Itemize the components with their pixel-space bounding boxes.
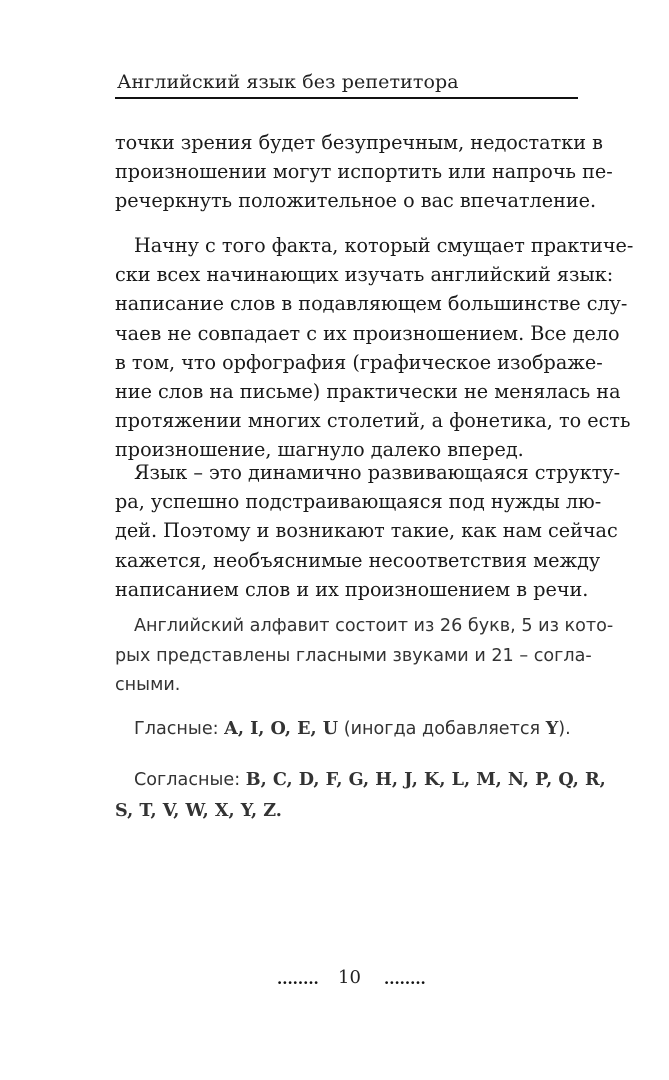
- text-line: Английский алфавит состоит из 26 букв, 5 из кото-: [134, 616, 614, 636]
- text-line: ние слов на письме) практически не менялась на: [115, 380, 621, 404]
- text-line: чаев не совпадает с их произношением. Все дело: [115, 321, 620, 345]
- text-line: кажется, необъяснимые несоответствия между: [115, 548, 601, 572]
- header-rule: [115, 97, 578, 99]
- consonants-label: Согласные:: [134, 770, 241, 790]
- running-head: Английский язык без репетитора: [117, 71, 459, 93]
- text-line: сными.: [115, 675, 181, 695]
- vowels-label: Гласные:: [134, 719, 219, 739]
- text-line: рых представлены гласными звуками и 21 – согла-: [115, 645, 592, 666]
- page-footer: [0, 967, 669, 991]
- vowels-line: [115, 714, 577, 745]
- vowels-letters: A, I, O, E, U: [224, 718, 339, 739]
- consonants-row-2: [115, 796, 577, 827]
- paragraph-alphabet: [115, 612, 614, 701]
- vowels-note: (иногда добавляется: [343, 719, 541, 739]
- text-line: произношении могут испортить или напрочь пе-: [115, 160, 613, 184]
- page-number: 10: [338, 967, 361, 988]
- text-line: произношение, шагнуло далеко вперед.: [115, 438, 524, 462]
- text-line: написание слов в подавляющем большинстве слу-: [115, 292, 628, 316]
- paragraph-1: [115, 128, 613, 216]
- text-line: ски всех начинающих изучать английский язык:: [115, 263, 614, 287]
- text-line: речеркнуть положительное о вас впечатление.: [115, 189, 597, 213]
- vowels-row: [115, 714, 577, 745]
- text-line: точки зрения будет безупречным, недостатки в: [115, 131, 603, 154]
- text-line: Язык – это динамично развивающаяся структу-: [134, 461, 621, 484]
- footer-dots-right: ........: [384, 970, 426, 988]
- vowels-note-letter: Y: [545, 718, 559, 739]
- vowels-note-end: ).: [558, 719, 571, 739]
- text-line: ра, успешно подстраивающаяся под нужды лю-: [115, 490, 602, 514]
- consonants-letters-2: S, T, V, W, X, Y, Z.: [115, 799, 282, 821]
- text-line: протяжении многих столетий, а фонетика, то есть: [115, 409, 631, 433]
- text-line: дей. Поэтому и возникают такие, как нам сейчас: [115, 519, 618, 543]
- consonants-block: [115, 765, 606, 826]
- consonants-row-1: [115, 765, 606, 796]
- text-line: в том, что орфография (графическое изображе-: [115, 350, 603, 374]
- paragraph-3: [115, 458, 621, 604]
- text-line: Начну с того факта, который смущает практиче-: [134, 234, 634, 257]
- footer-dots-left: ........: [277, 970, 319, 988]
- text-line: написанием слов и их произношением в речи.: [115, 577, 589, 601]
- paragraph-2: [115, 231, 634, 465]
- consonants-letters-1: B, C, D, F, G, H, J, K, L, M, N, P, Q, R,: [245, 769, 606, 790]
